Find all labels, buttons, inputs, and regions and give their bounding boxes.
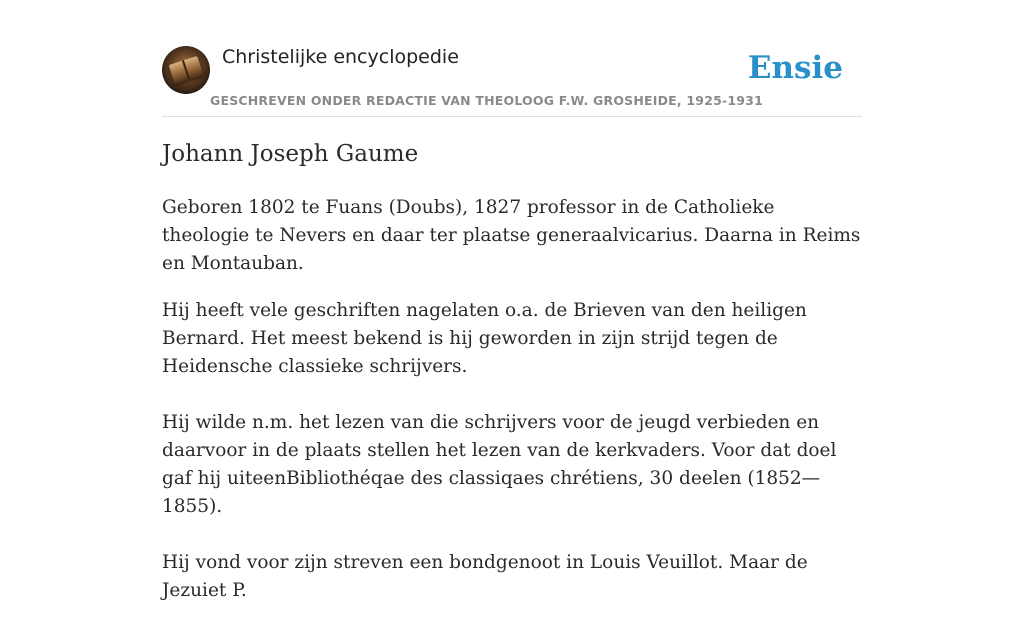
- article-paragraph: Geboren 1802 te Fuans (Doubs), 1827 professor in de Catholieke theologie te Nevers en daar ter plaatse generaalvicarius. Daarna in Reims en Montauban.: [162, 197, 861, 274]
- book-icon: [169, 56, 204, 84]
- article-paragraph: Hij heeft vele geschriften nagelaten o.a. de Brieven van den heiligen Bernard. Het meest bekend is hij geworden in zijn strijd tegen de Heidensche classieke schrijvers.: [162, 300, 807, 377]
- article-paragraph: Hij wilde n.m. het lezen van die schrijvers voor de jeugd verbieden en daarvoor in de plaats stellen het lezen van de kerkvaders. Voor dat doel gaf hij uiteenBibliothéqae des classiqaes chrétiens, 30 deelen (1852— 1855).: [162, 412, 837, 517]
- ensie-logo-link[interactable]: Ensie: [747, 50, 843, 86]
- site-title[interactable]: Christelijke encyclopedie: [222, 46, 459, 68]
- article-content: [162, 138, 862, 624]
- site-subtitle: GESCHREVEN ONDER REDACTIE VAN THEOLOOG F.W. GROSHEIDE, 1925-1931: [210, 93, 763, 108]
- article-paragraph: Hij vond voor zijn streven een bondgenoot in Louis Veuillot. Maar de Jezuiet P.: [162, 552, 808, 601]
- article-title: Johann Joseph Gaume: [162, 141, 419, 167]
- encyclopedia-logo-image[interactable]: [162, 46, 210, 94]
- site-header: [162, 46, 862, 117]
